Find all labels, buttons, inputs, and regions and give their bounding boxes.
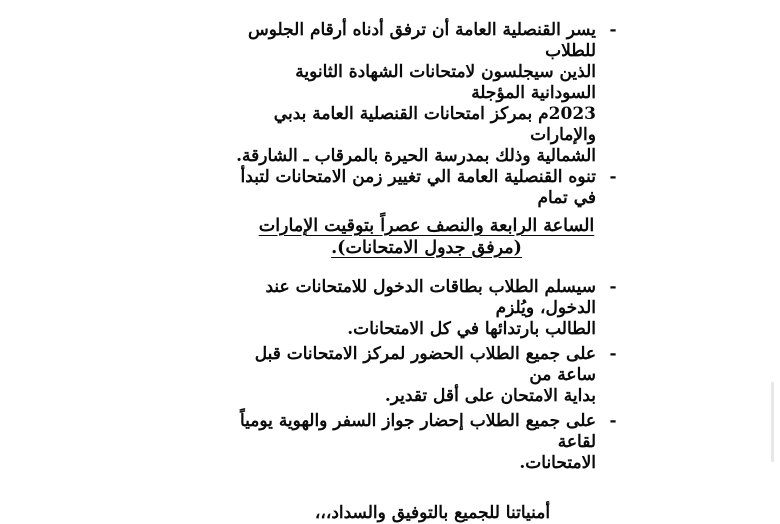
text-line: سيسلم الطلاب بطاقات الدخول للامتحانات عند الدخول، ويُلزم: [265, 277, 596, 318]
bullet-dash: -: [609, 277, 617, 297]
text-line: على جميع الطلاب الحضور لمركز الامتحانات قبل ساعة من: [254, 344, 596, 385]
text-line: الطالب بارتدائها في كل الامتحانات.: [347, 319, 596, 339]
exam-time-text: الساعة الرابعة والنصف عصراً بتوقيت الإمارات: [258, 216, 595, 236]
bullet-dash: -: [609, 411, 617, 431]
exam-time-notice: [225, 215, 620, 259]
list-item-entry-cards: [225, 277, 620, 340]
exam-schedule-text: (مرفق جدول الامتحانات).: [331, 238, 522, 258]
document-body: [225, 20, 620, 524]
bullet-dash: -: [609, 167, 617, 187]
text-line: على جميع الطلاب إحضار جواز السفر والهوية يومياً لقاعة: [239, 411, 596, 452]
text-line: تنوه القنصلية العامة الي تغيير زمن الامتحانات لتبدأ في تمام: [240, 167, 596, 208]
text-line: 2023م بمركز امتحانات القنصلية العامة بدبي والإمارات: [273, 104, 596, 145]
text-line: بداية الامتحان على أقل تقدير.: [384, 386, 596, 406]
list-item-time-change: [225, 167, 620, 209]
page-edge-shadow: [771, 382, 774, 462]
text-line: الذين سيجلسون لامتحانات الشهادة الثانوية السودانية المؤجلة: [295, 62, 596, 103]
text-line: الشمالية وذلك بمدرسة الحيرة بالمرقاب ـ الشارقة.: [236, 146, 596, 166]
list-item-documents: [225, 411, 620, 474]
list-item-seat-numbers: [225, 20, 620, 167]
bullet-dash: -: [609, 344, 617, 364]
bullet-dash: -: [609, 20, 617, 40]
text-line: يسر القنصلية العامة أن ترفق أدناه أرقام الجلوس للطلاب: [248, 20, 596, 61]
closing-wishes: أمنياتنا للجميع بالتوفيق والسداد،،،: [314, 503, 551, 523]
list-item-attendance: [225, 344, 620, 407]
exam-time-line: [233, 215, 620, 237]
text-line: الامتحانات.: [519, 453, 596, 473]
spacer: [225, 261, 620, 277]
exam-schedule-note: [233, 237, 620, 259]
